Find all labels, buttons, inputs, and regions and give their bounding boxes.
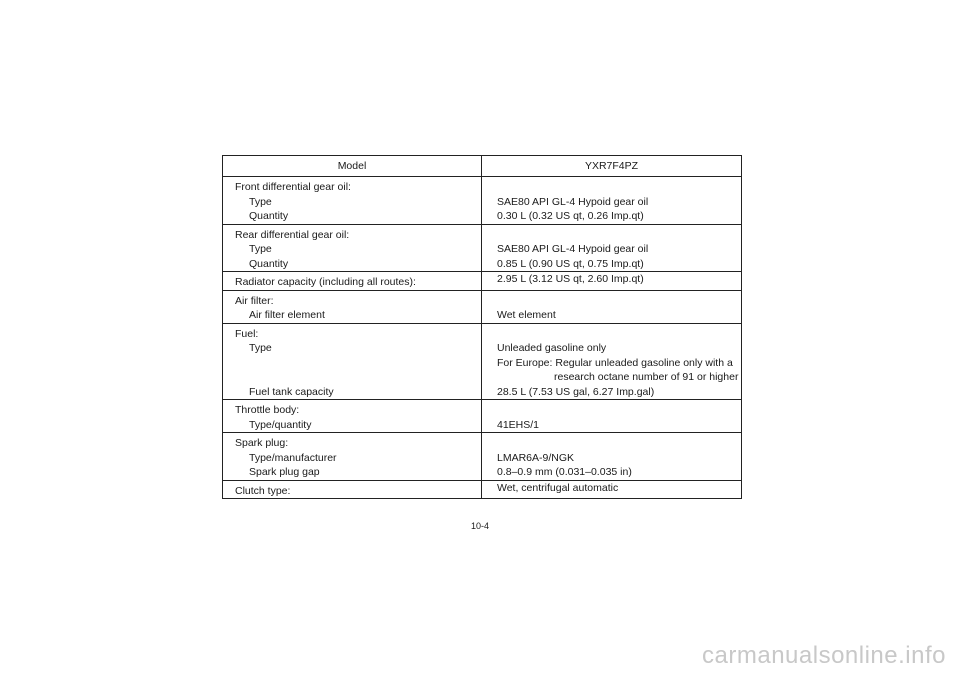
model-label: Model — [223, 156, 482, 177]
table-row — [223, 418, 742, 433]
table-row — [223, 290, 742, 308]
spark-plug-type-label: Type/manufacturer — [249, 451, 337, 464]
front-diff-type-label: Type — [249, 195, 272, 208]
clutch-label: Clutch type: — [235, 484, 291, 497]
table-row — [223, 177, 742, 195]
table-header-row — [223, 156, 742, 177]
rear-diff-quantity-value: 0.85 L (0.90 US qt, 0.75 Imp.qt) — [497, 257, 644, 270]
front-diff-title: Front differential gear oil: — [235, 181, 351, 193]
spark-plug-type-value: LMAR6A-9/NGK — [497, 451, 575, 464]
clutch-value: Wet, centrifugal automatic — [497, 481, 619, 494]
front-diff-type-value: SAE80 API GL-4 Hypoid gear oil — [497, 195, 649, 208]
table-row — [223, 465, 742, 480]
fuel-title: Fuel: — [235, 327, 259, 340]
watermark: carmanualsonline.info — [702, 642, 946, 669]
radiator-label: Radiator capacity (including all routes): — [235, 276, 416, 288]
front-diff-quantity-label: Quantity — [249, 210, 289, 222]
throttle-type-value: 41EHS/1 — [497, 418, 540, 431]
table-row — [223, 224, 742, 242]
spark-plug-gap-value: 0.8–0.9 mm (0.031–0.035 in) — [497, 466, 632, 478]
rear-diff-type-value: SAE80 API GL-4 Hypoid gear oil — [497, 243, 649, 255]
table-row — [223, 385, 742, 400]
fuel-type-label: Type — [249, 342, 272, 354]
rear-diff-quantity-label: Quantity — [249, 257, 289, 270]
air-filter-title: Air filter: — [235, 294, 274, 307]
page-number: 10-4 — [470, 521, 489, 531]
table-row — [223, 480, 742, 499]
model-value: YXR7F4PZ — [482, 156, 742, 177]
air-filter-element-label: Air filter element — [249, 309, 325, 321]
throttle-title: Throttle body: — [235, 404, 300, 416]
table-row — [223, 400, 742, 418]
fuel-europe-note-line2: research octane number of 91 or higher — [554, 371, 739, 383]
radiator-value: 2.95 L (3.12 US qt, 2.60 Imp.qt) — [497, 273, 644, 285]
front-diff-quantity-value: 0.30 L (0.32 US qt, 0.26 Imp.qt) — [497, 210, 644, 222]
fuel-tank-label: Fuel tank capacity — [249, 385, 334, 398]
table-row — [223, 433, 742, 451]
table-row — [223, 323, 742, 341]
throttle-type-label: Type/quantity — [249, 418, 312, 431]
table-row — [223, 308, 742, 323]
fuel-tank-value: 28.5 L (7.53 US gal, 6.27 Imp.gal) — [497, 385, 655, 398]
spark-plug-title: Spark plug: — [235, 437, 289, 449]
fuel-europe-note-line1: For Europe: Regular unleaded gasoline only with a — [497, 356, 733, 369]
table-row — [223, 209, 742, 224]
table-row — [223, 195, 742, 210]
rear-diff-title: Rear differential gear oil: — [235, 228, 350, 241]
rear-diff-type-label: Type — [249, 243, 272, 255]
air-filter-element-value: Wet element — [497, 309, 556, 321]
table-row — [223, 341, 742, 385]
spark-plug-gap-label: Spark plug gap — [249, 466, 320, 478]
table-row — [223, 242, 742, 257]
table-row — [223, 451, 742, 466]
specifications-table — [222, 155, 742, 499]
table-row — [223, 272, 742, 291]
table-row — [223, 257, 742, 272]
fuel-type-value: Unleaded gasoline only — [497, 342, 607, 354]
